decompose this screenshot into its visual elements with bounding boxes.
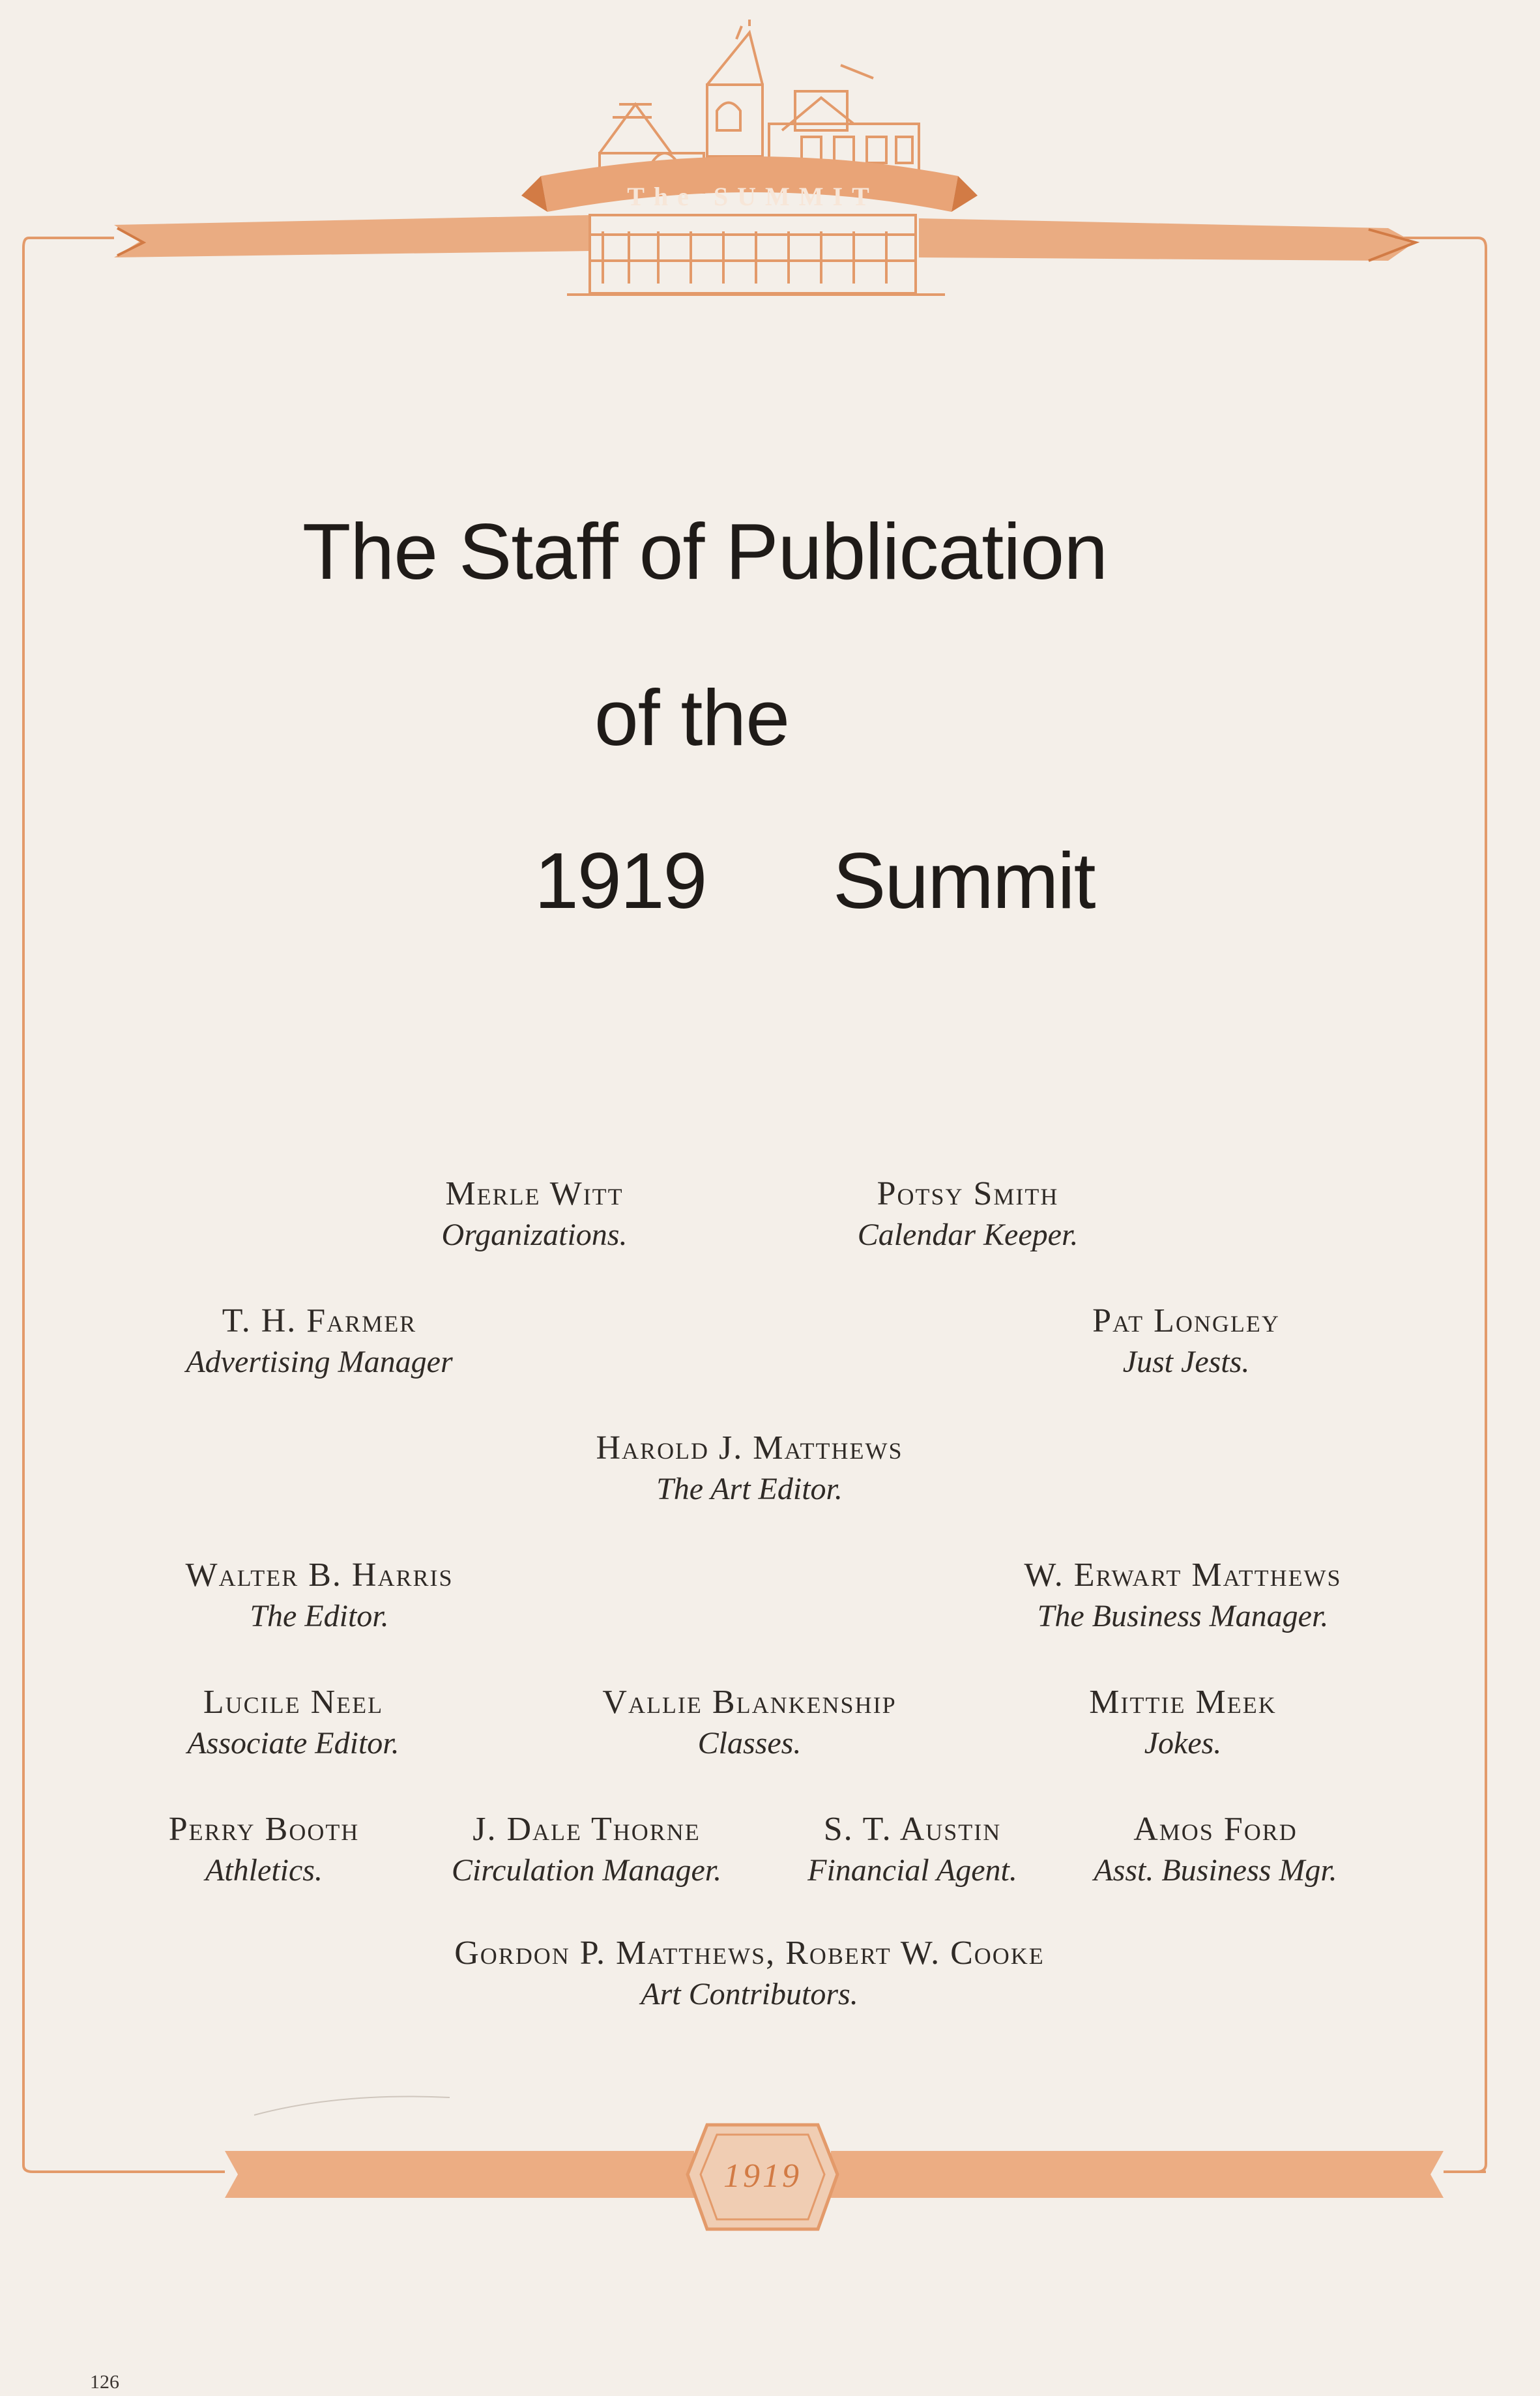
staff-role: Athletics.: [205, 1853, 323, 1888]
staff-role: The Art Editor.: [656, 1472, 843, 1506]
staff-name: Walter B. Harris: [185, 1556, 454, 1594]
staff-role: Advertising Manager: [186, 1345, 453, 1379]
staff-entry-pat-longley: [984, 1300, 1388, 1382]
staff-role: Organizations.: [441, 1218, 628, 1252]
staff-role: Calendar Keeper.: [857, 1218, 1079, 1252]
staff-entry-vallie-blankenship: [547, 1682, 952, 1764]
staff-role: Asst. Business Mgr.: [1094, 1853, 1337, 1888]
title-year: 1919: [534, 836, 706, 925]
staff-name: S. T. Austin: [823, 1811, 1002, 1848]
footer-ribbon: [225, 2125, 1444, 2229]
staff-name: Harold J. Matthews: [596, 1429, 903, 1467]
staff-name: Lucile Neel: [203, 1684, 384, 1721]
staff-entry-th-farmer: [117, 1300, 521, 1382]
staff-name: J. Dale Thorne: [472, 1811, 701, 1848]
staff-name: Merle Witt: [445, 1175, 624, 1212]
page-title-line-2: of the: [594, 673, 790, 762]
staff-name: Vallie Blankenship: [602, 1684, 897, 1721]
staff-name: Pat Longley: [1092, 1302, 1280, 1339]
staff-role: The Business Manager.: [1037, 1599, 1329, 1633]
staff-role: Circulation Manager.: [451, 1853, 722, 1888]
staff-entry-potsy-smith: [766, 1173, 1170, 1255]
staff-name: Amos Ford: [1133, 1811, 1298, 1848]
staff-name: T. H. Farmer: [222, 1302, 417, 1339]
staff-role: The Editor.: [250, 1599, 389, 1633]
staff-name: Mittie Meek: [1089, 1684, 1277, 1721]
staff-entry-harold-matthews: [547, 1427, 952, 1510]
staff-entry-art-contributors: [319, 1933, 1180, 2015]
staff-entry-lucile-neel: [91, 1682, 495, 1764]
staff-name: Gordon P. Matthews, Robert W. Cooke: [454, 1935, 1045, 1972]
footer-emblem-text: 1919: [723, 2157, 802, 2195]
staff-entry-erwart-matthews: [981, 1555, 1385, 1637]
staff-role: Classes.: [697, 1726, 802, 1760]
header-ribbon: [114, 215, 1416, 261]
title-summit: Summit: [833, 836, 1095, 925]
staff-role: Associate Editor.: [187, 1726, 400, 1760]
page-number: 126: [90, 2371, 119, 2393]
staff-entry-amos-ford: [1013, 1809, 1417, 1891]
staff-name: Potsy Smith: [877, 1175, 1059, 1212]
banner-text: The SUMMIT: [627, 182, 879, 211]
staff-entry-merle-witt: [332, 1173, 736, 1255]
staff-role: Financial Agent.: [807, 1853, 1017, 1888]
staff-name: Perry Booth: [168, 1811, 360, 1848]
staff-entry-mittie-meek: [981, 1682, 1385, 1764]
staff-role: Jokes.: [1144, 1726, 1222, 1760]
staff-name: W. Erwart Matthews: [1024, 1556, 1342, 1594]
page-title-line-1: The Staff of Publication: [302, 507, 1108, 596]
staff-role: Art Contributors.: [641, 1977, 858, 2011]
staff-role: Just Jests.: [1122, 1345, 1250, 1379]
staff-entry-walter-harris: [117, 1555, 521, 1637]
pencil-mark: [254, 2097, 450, 2115]
